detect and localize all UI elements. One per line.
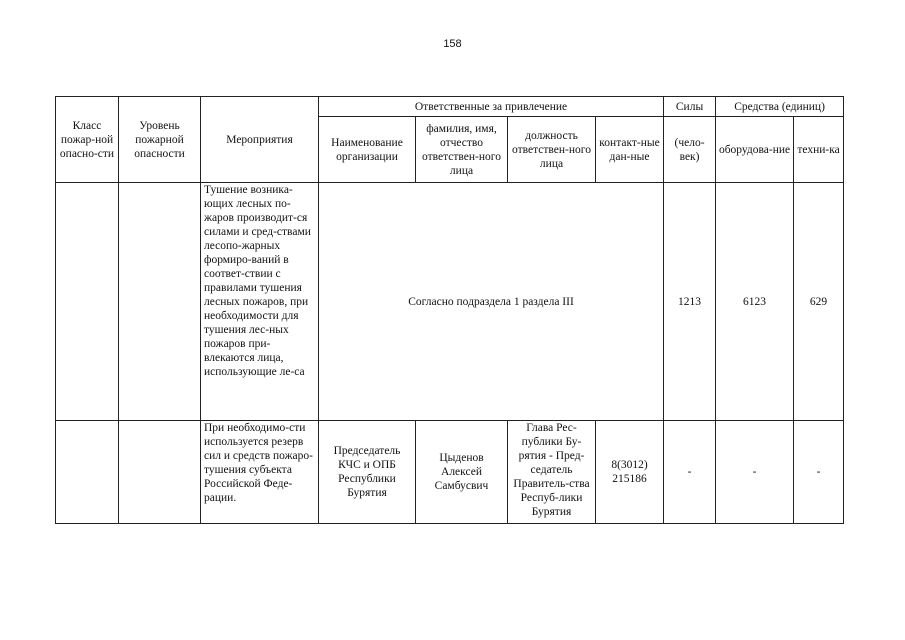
header-fire-level: Уровень пожарной опасности: [119, 97, 201, 183]
header-machinery: техни-ка: [794, 117, 844, 183]
fire-class-cell: [56, 421, 119, 524]
header-forces: Силы: [664, 97, 716, 117]
person-cell: Цыденов Алексей Самбусвич: [416, 421, 508, 524]
fire-level-cell: [119, 183, 201, 421]
table-row: [56, 421, 844, 524]
equipment-cell: 6123: [716, 183, 794, 421]
position-cell: Глава Рес-публики Бу-рятия - Пред-седатель Правитель-ства Респуб-лики Бурятия: [508, 421, 596, 524]
header-equipment: оборудова-ние: [716, 117, 794, 183]
header-responsible: Ответственные за привлечение: [319, 97, 664, 117]
measure-cell: Тушение возника-ющих лесных по-жаров производит-ся силами и сред-ствами лесопо-жарных формиро-ваний в соответ-ствии с правилами тушения лесных пожаров, при необходимости для тушения лес-ных пожаров при-влекаются лица, использующие ле-са: [201, 183, 319, 421]
header-org-name: Наименование организации: [319, 117, 416, 183]
header-position: должность ответствен-ного лица: [508, 117, 596, 183]
header-means: Средства (единиц): [716, 97, 844, 117]
forces-cell: -: [664, 421, 716, 524]
page-number: 158: [443, 38, 462, 50]
merged-responsible-cell: Согласно подраздела 1 раздела III: [319, 183, 664, 421]
fire-resources-table: [55, 96, 844, 524]
org-cell: Председатель КЧС и ОПБ Республики Бурятия: [319, 421, 416, 524]
header-fire-class: Класс пожар-ной опасно-сти: [56, 97, 119, 183]
header-row-1: [56, 97, 844, 117]
machinery-cell: 629: [794, 183, 844, 421]
header-person-name: фамилия, имя, отчество ответствен-ного лица: [416, 117, 508, 183]
measure-cell: При необходимо-сти используется резерв сил и средств пожаро-тушения субъекта Российской Феде-рации.: [201, 421, 319, 524]
fire-class-cell: [56, 183, 119, 421]
header-forces-unit: (чело-век): [664, 117, 716, 183]
header-contacts: контакт-ные дан-ные: [596, 117, 664, 183]
contacts-cell: 8(3012) 215186: [596, 421, 664, 524]
header-measures: Мероприятия: [201, 97, 319, 183]
equipment-cell: -: [716, 421, 794, 524]
forces-cell: 1213: [664, 183, 716, 421]
table-row: [56, 183, 844, 421]
machinery-cell: -: [794, 421, 844, 524]
fire-level-cell: [119, 421, 201, 524]
